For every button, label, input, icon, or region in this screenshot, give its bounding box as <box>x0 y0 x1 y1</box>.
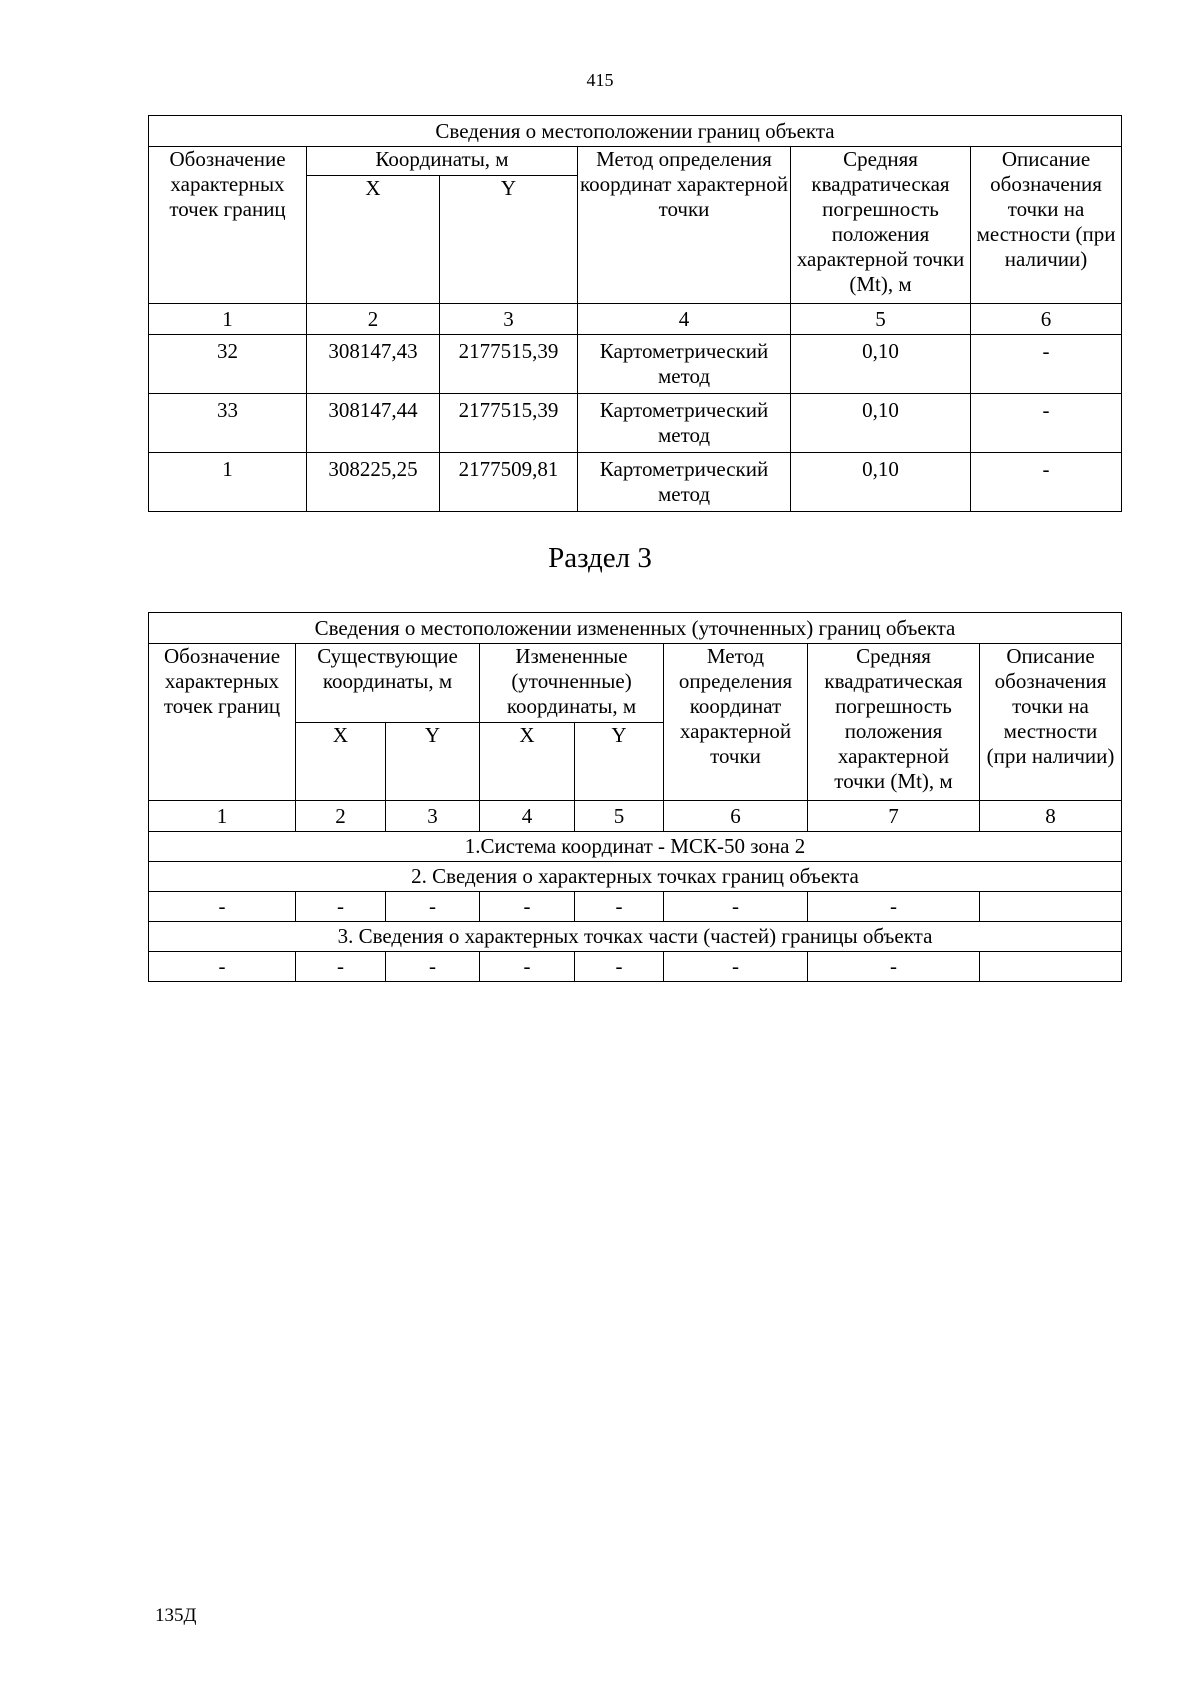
error-value: 0,10 <box>791 335 971 394</box>
header-existing-coordinates: Существующие координаты, м <box>296 644 480 723</box>
table-row <box>149 335 1122 394</box>
empty-cell: - <box>575 892 664 922</box>
header-designation: Обозначение характерных точек границ <box>149 644 296 801</box>
empty-cell: - <box>386 952 480 982</box>
empty-cell: - <box>808 892 980 922</box>
description: - <box>971 394 1122 453</box>
empty-cell: - <box>480 952 575 982</box>
empty-cell: - <box>296 952 386 982</box>
point-id: 33 <box>149 394 307 453</box>
column-number: 7 <box>808 801 980 832</box>
coord-x: 308147,43 <box>307 335 440 394</box>
header-existing-x: X <box>296 723 386 801</box>
description: - <box>971 453 1122 512</box>
column-number: 3 <box>440 304 578 335</box>
empty-cell: - <box>296 892 386 922</box>
column-number: 3 <box>386 801 480 832</box>
header-existing-y: Y <box>386 723 480 801</box>
subsection-part-boundary-points: 3. Сведения о характерных точках части (частей) границы объекта <box>149 922 1122 952</box>
header-error: Средняя квадратическая погрешность положения характерной точки (Mt), м <box>791 147 971 304</box>
empty-cell: - <box>575 952 664 982</box>
point-id: 1 <box>149 453 307 512</box>
header-changed-y: Y <box>575 723 664 801</box>
column-number-row <box>149 801 1122 832</box>
description: - <box>971 335 1122 394</box>
subsection-row <box>149 922 1122 952</box>
table-row <box>149 394 1122 453</box>
header-description: Описание обозначения точки на местности (при наличии) <box>971 147 1122 304</box>
error-value: 0,10 <box>791 394 971 453</box>
header-row <box>149 147 1122 176</box>
empty-cell: - <box>664 892 808 922</box>
page-number: 415 <box>586 70 614 90</box>
column-number: 2 <box>307 304 440 335</box>
column-number: 4 <box>480 801 575 832</box>
header-method: Метод определения координат характерной точки <box>578 147 791 304</box>
error-value: 0,10 <box>791 453 971 512</box>
column-number: 5 <box>575 801 664 832</box>
empty-cell: - <box>664 952 808 982</box>
table-row <box>149 453 1122 512</box>
header-method: Метод определения координат характерной точки <box>664 644 808 801</box>
header-error: Средняя квадратическая погрешность положения характерной точки (Mt), м <box>808 644 980 801</box>
table-row <box>149 892 1122 922</box>
coord-y: 2177515,39 <box>440 335 578 394</box>
header-x: X <box>307 176 440 304</box>
empty-cell: - <box>386 892 480 922</box>
empty-cell: - <box>149 952 296 982</box>
table-row <box>149 952 1122 982</box>
header-changed-x: X <box>480 723 575 801</box>
boundary-location-table <box>148 115 1122 512</box>
empty-cell <box>980 952 1122 982</box>
coord-x: 308225,25 <box>307 453 440 512</box>
column-number: 2 <box>296 801 386 832</box>
method: Картометрический метод <box>578 335 791 394</box>
table-title-row <box>149 116 1122 147</box>
header-changed-coordinates: Измененные (уточненные) координаты, м <box>480 644 664 723</box>
subsection-coordinate-system: 1.Система координат - МСК-50 зона 2 <box>149 832 1122 862</box>
column-number: 4 <box>578 304 791 335</box>
empty-cell: - <box>149 892 296 922</box>
subsection-row <box>149 862 1122 892</box>
coord-y: 2177515,39 <box>440 394 578 453</box>
coord-y: 2177509,81 <box>440 453 578 512</box>
subsection-row <box>149 832 1122 862</box>
header-coordinates: Координаты, м <box>307 147 578 176</box>
changed-boundary-table <box>148 612 1122 982</box>
table-title: Сведения о местоположении границ объекта <box>149 116 1122 147</box>
column-number: 5 <box>791 304 971 335</box>
footer-code: 135Д <box>155 1605 197 1626</box>
empty-cell: - <box>480 892 575 922</box>
method: Картометрический метод <box>578 453 791 512</box>
table-title-row <box>149 613 1122 644</box>
section-heading: Раздел 3 <box>548 542 652 574</box>
column-number-row <box>149 304 1122 335</box>
column-number: 8 <box>980 801 1122 832</box>
column-number: 6 <box>971 304 1122 335</box>
point-id: 32 <box>149 335 307 394</box>
header-row <box>149 644 1122 723</box>
column-number: 6 <box>664 801 808 832</box>
table-title: Сведения о местоположении измененных (уточненных) границ объекта <box>149 613 1122 644</box>
column-number: 1 <box>149 801 296 832</box>
method: Картометрический метод <box>578 394 791 453</box>
empty-cell: - <box>808 952 980 982</box>
header-designation: Обозначение характерных точек границ <box>149 147 307 304</box>
header-y: Y <box>440 176 578 304</box>
subsection-boundary-points: 2. Сведения о характерных точках границ объекта <box>149 862 1122 892</box>
coord-x: 308147,44 <box>307 394 440 453</box>
header-description: Описание обозначения точки на местности (при наличии) <box>980 644 1122 801</box>
empty-cell <box>980 892 1122 922</box>
column-number: 1 <box>149 304 307 335</box>
